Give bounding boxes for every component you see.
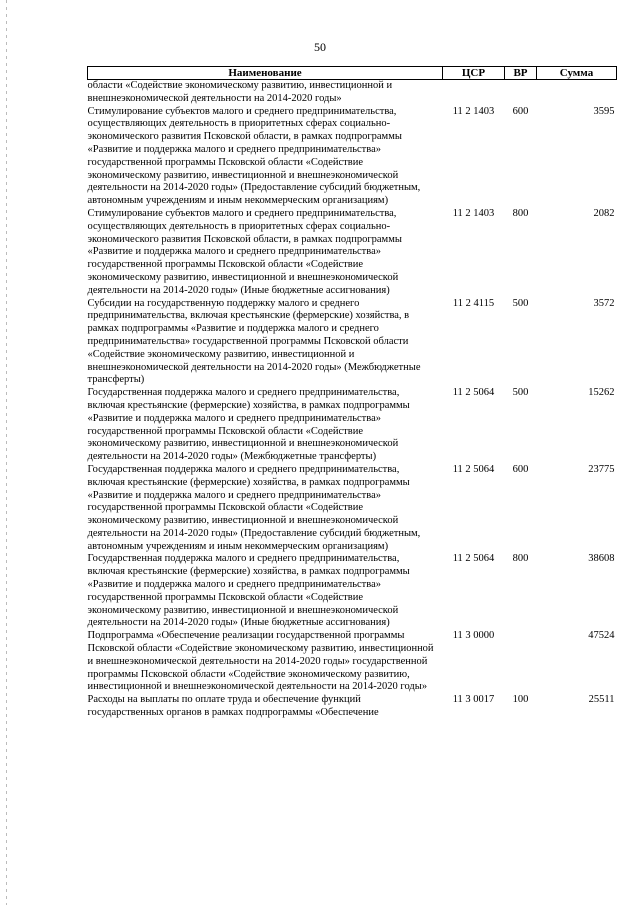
row-csr: 11 2 5064 — [452, 387, 495, 399]
header-csr: ЦСР — [443, 67, 505, 80]
row-vr: 600 — [512, 463, 529, 475]
page-number: 50 — [314, 40, 326, 54]
row-sum: 23775 — [588, 463, 615, 475]
row-csr: 11 2 5064 — [452, 553, 495, 565]
row-name: Государственная поддержка малого и среднего предпринимательства, включая крестьянские (фермерские) хозяйства, в рамках подпрограммы «Развитие и поддержка малого и среднего предпринимательства» государственной программы Псковской области «Содействие экономическому развитию, инвестиционной и внешнеэкономической деятельности на 2014-2020 годы» (Межбюджетные трансферты) — [87, 387, 410, 463]
row-vr: 500 — [512, 297, 529, 309]
table-row — [88, 298, 617, 388]
table-row — [88, 464, 617, 554]
row-name: Стимулирование субъектов малого и среднего предпринимательства, осуществляющих деятельность в приоритетных сферах социально-экономического развития Псковской области, в рамках подпрограммы «Развитие и поддержка малого и среднего предпринимательства» государственной программы Псковской области «Содействие экономическому развитию, инвестиционной и внешнеэкономической деятельности на 2014-2020 годы» (Предоставление субсидий бюджетным, автономным учреждениям и иным некоммерческим организациям) — [87, 105, 421, 207]
row-sum: 25511 — [588, 694, 615, 706]
row-sum — [537, 80, 617, 106]
row-vr: 100 — [512, 694, 529, 706]
row-csr: 11 2 5064 — [452, 463, 495, 475]
row-name: области «Содействие экономическому развитию, инвестиционной и внешнеэкономической деятельности на 2014-2020 годы» — [87, 80, 393, 104]
row-name: Государственная поддержка малого и среднего предпринимательства, включая крестьянские (фермерские) хозяйства, в рамках подпрограммы «Развитие и поддержка малого и среднего предпринимательства» государственной программы Псковской области «Содействие экономическому развитию, инвестиционной и внешнеэкономической деятельности на 2014-2020 годы» (Иные бюджетные ассигнования) — [87, 553, 410, 629]
row-sum: 3572 — [593, 297, 615, 309]
row-sum: 47524 — [588, 630, 615, 642]
row-name: Государственная поддержка малого и среднего предпринимательства, включая крестьянские (фермерские) хозяйства, в рамках подпрограммы «Развитие и поддержка малого и среднего предпринимательства» государственной программы Псковской области «Содействие экономическому развитию, инвестиционной и внешнеэкономической деятельности на 2014-2020 годы» (Предоставление субсидий бюджетным, автономным учреждениям и иным некоммерческим организациям) — [87, 463, 421, 552]
row-csr: 11 2 4115 — [452, 297, 495, 309]
table-row — [88, 387, 617, 464]
row-vr: 800 — [512, 207, 529, 219]
header-sum: Сумма — [537, 67, 617, 80]
row-sum: 2082 — [593, 207, 615, 219]
row-name: Стимулирование субъектов малого и среднего предпринимательства, осуществляющих деятельность в приоритетных сферах социально-экономического развития Псковской области, в рамках подпрограммы «Развитие и поддержка малого и среднего предпринимательства» государственной программы Псковской области «Содействие экономическому развитию, инвестиционной и внешнеэкономической деятельности на 2014-2020 годы» (Иные бюджетные ассигнования) — [87, 207, 402, 296]
row-csr — [443, 80, 505, 106]
row-name: Расходы на выплаты по оплате труда и обеспечение функций государственных органов в рамках подпрограммы «Обеспечение — [87, 694, 379, 719]
row-sum: 3595 — [593, 105, 615, 117]
scan-edge — [6, 0, 7, 905]
row-csr: 11 2 1403 — [452, 105, 495, 117]
table-header — [88, 67, 617, 80]
row-vr — [505, 80, 537, 106]
table-row — [88, 80, 617, 106]
row-sum: 15262 — [588, 387, 615, 399]
row-name: Подпрограмма «Обеспечение реализации государственной программы Псковской области «Содействие экономическому развитию, инвестиционной и внешнеэкономической деятельности на 2014-2020 годы» государственной программы Псковской области «Содействие экономическому развитию, инвестиционной и внешнеэкономической деятельности на 2014-2020 годы» — [87, 630, 434, 693]
row-sum: 38608 — [588, 553, 615, 565]
row-vr: 600 — [512, 105, 529, 117]
row-csr: 11 3 0000 — [452, 630, 495, 642]
budget-table — [87, 66, 617, 720]
row-csr: 11 2 1403 — [452, 207, 495, 219]
table-body — [88, 80, 617, 720]
table-row — [88, 106, 617, 208]
header-name: Наименование — [88, 67, 443, 80]
row-vr: 800 — [512, 553, 529, 565]
table-header-row — [88, 67, 617, 80]
row-name: Субсидии на государственную поддержку малого и среднего предпринимательства, включая крестьянские (фермерские) хозяйства, в рамках подпрограммы «Развитие и поддержка малого и среднего предпринимательства» государственной программы Псковской области «Содействие экономическому развитию, инвестиционной и внешнеэкономической деятельности на 2014-2020 годы» (Межбюджетные трансферты) — [87, 297, 421, 386]
row-csr: 11 3 0017 — [452, 694, 495, 706]
table-row — [88, 630, 617, 694]
row-vr: 500 — [512, 387, 529, 399]
table-row — [88, 553, 617, 630]
row-vr — [505, 630, 537, 694]
header-vr: ВР — [505, 67, 537, 80]
table-row — [88, 694, 617, 720]
table-row — [88, 208, 617, 298]
